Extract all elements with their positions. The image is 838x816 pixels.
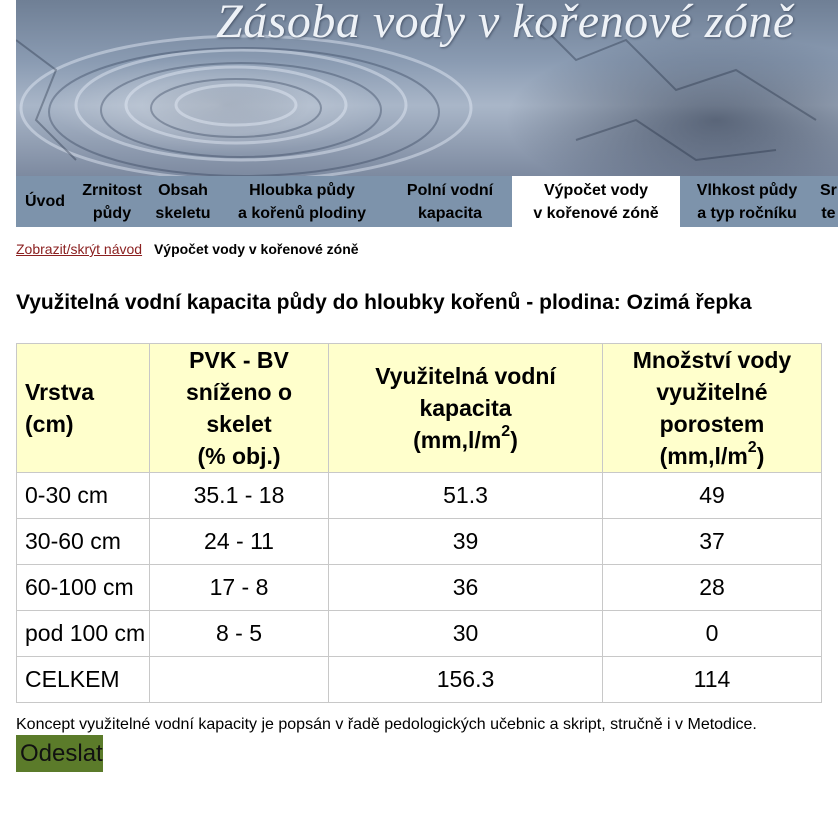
tab-uvod[interactable] bbox=[16, 176, 74, 227]
cell-usable-capacity: 156.3 bbox=[329, 657, 603, 703]
page-title: Využitelná vodní kapacita půdy do hloubky kořenů - plodina: Ozimá řepka bbox=[16, 291, 752, 314]
tab-label: Obsah bbox=[158, 181, 208, 199]
concept-note: Koncept využitelné vodní kapacity je popsán v řadě pedologických učebnic a skript, stručně i v Metodice. bbox=[16, 716, 757, 733]
tab-label: Polní vodní bbox=[406, 181, 494, 199]
cell-layer: 60-100 cm bbox=[17, 565, 150, 611]
tab-zrnitost[interactable] bbox=[74, 176, 150, 227]
tab-label: Úvod bbox=[25, 193, 65, 210]
breadcrumb-current: Výpočet vody v kořenové zóně bbox=[153, 241, 359, 257]
tab-obsah-skeletu[interactable] bbox=[150, 176, 216, 227]
cell-pvk: 17 - 8 bbox=[150, 565, 329, 611]
cell-usable-capacity: 30 bbox=[329, 611, 603, 657]
submit-button[interactable]: Odeslat bbox=[16, 735, 103, 772]
tab-label: skeletu bbox=[155, 204, 211, 222]
banner-title: Zásoba vody v kořenové zóně bbox=[216, 0, 795, 48]
header-banner bbox=[16, 0, 838, 176]
tab-label: a typ ročníku bbox=[697, 204, 797, 222]
table-header-row bbox=[17, 344, 822, 473]
cell-water-quantity: 49 bbox=[603, 473, 822, 519]
cell-usable-capacity: 36 bbox=[329, 565, 603, 611]
tab-truncated[interactable] bbox=[814, 176, 838, 227]
header-usable-capacity: Využitelná vodní kapacita $(mm,l/m^2)$ bbox=[329, 344, 603, 473]
tab-vlhkost-pudy[interactable] bbox=[680, 176, 814, 227]
cell-layer: 0-30 cm bbox=[17, 473, 150, 519]
water-capacity-table bbox=[16, 343, 822, 703]
tab-label: kapacita bbox=[417, 204, 483, 222]
tab-polni-vodni-kapacita[interactable] bbox=[388, 176, 512, 227]
cell-usable-capacity: 39 bbox=[329, 519, 603, 565]
header-layer: Vrstva (cm) bbox=[17, 344, 150, 473]
table-row-total bbox=[17, 657, 822, 703]
tab-label: a kořenů plodiny bbox=[237, 204, 366, 222]
table-row bbox=[17, 473, 822, 519]
cell-usable-capacity: 51.3 bbox=[329, 473, 603, 519]
header-water-quantity: Množství vody využitelné porostem $(mm,l/m^2)$ bbox=[603, 344, 822, 473]
cell-layer: pod 100 cm bbox=[17, 611, 150, 657]
table-row bbox=[17, 519, 822, 565]
tab-label: půdy bbox=[92, 204, 132, 222]
cell-water-quantity: 0 bbox=[603, 611, 822, 657]
cell-water-quantity: 114 bbox=[603, 657, 822, 703]
cell-layer: 30-60 cm bbox=[17, 519, 150, 565]
tab-label: Zrnitost bbox=[82, 181, 142, 199]
cell-pvk: 8 - 5 bbox=[150, 611, 329, 657]
cell-layer: CELKEM bbox=[17, 657, 150, 703]
tab-label: Výpočet vody bbox=[543, 181, 649, 199]
tab-label: v kořenové zóně bbox=[533, 204, 659, 222]
cell-pvk: 35.1 - 18 bbox=[150, 473, 329, 519]
table-row bbox=[17, 611, 822, 657]
cell-pvk bbox=[150, 657, 329, 703]
cell-water-quantity: 37 bbox=[603, 519, 822, 565]
tab-vypocet-vody[interactable] bbox=[512, 176, 680, 227]
tab-label: Sr bbox=[820, 181, 837, 199]
tab-label: Hloubka půdy bbox=[249, 181, 355, 199]
toggle-guide-link[interactable]: Zobrazit/skrýt návod bbox=[16, 241, 143, 257]
tab-hloubka-pudy[interactable] bbox=[216, 176, 388, 227]
cell-pvk: 24 - 11 bbox=[150, 519, 329, 565]
cell-water-quantity: 28 bbox=[603, 565, 822, 611]
tab-label: te bbox=[821, 204, 836, 222]
main-nav bbox=[16, 176, 838, 227]
table-row bbox=[17, 565, 822, 611]
tab-label: Vlhkost půdy bbox=[696, 181, 798, 199]
header-pvk: PVK - BV sníženo o skelet (% obj.) bbox=[150, 344, 329, 473]
breadcrumb bbox=[16, 241, 359, 257]
